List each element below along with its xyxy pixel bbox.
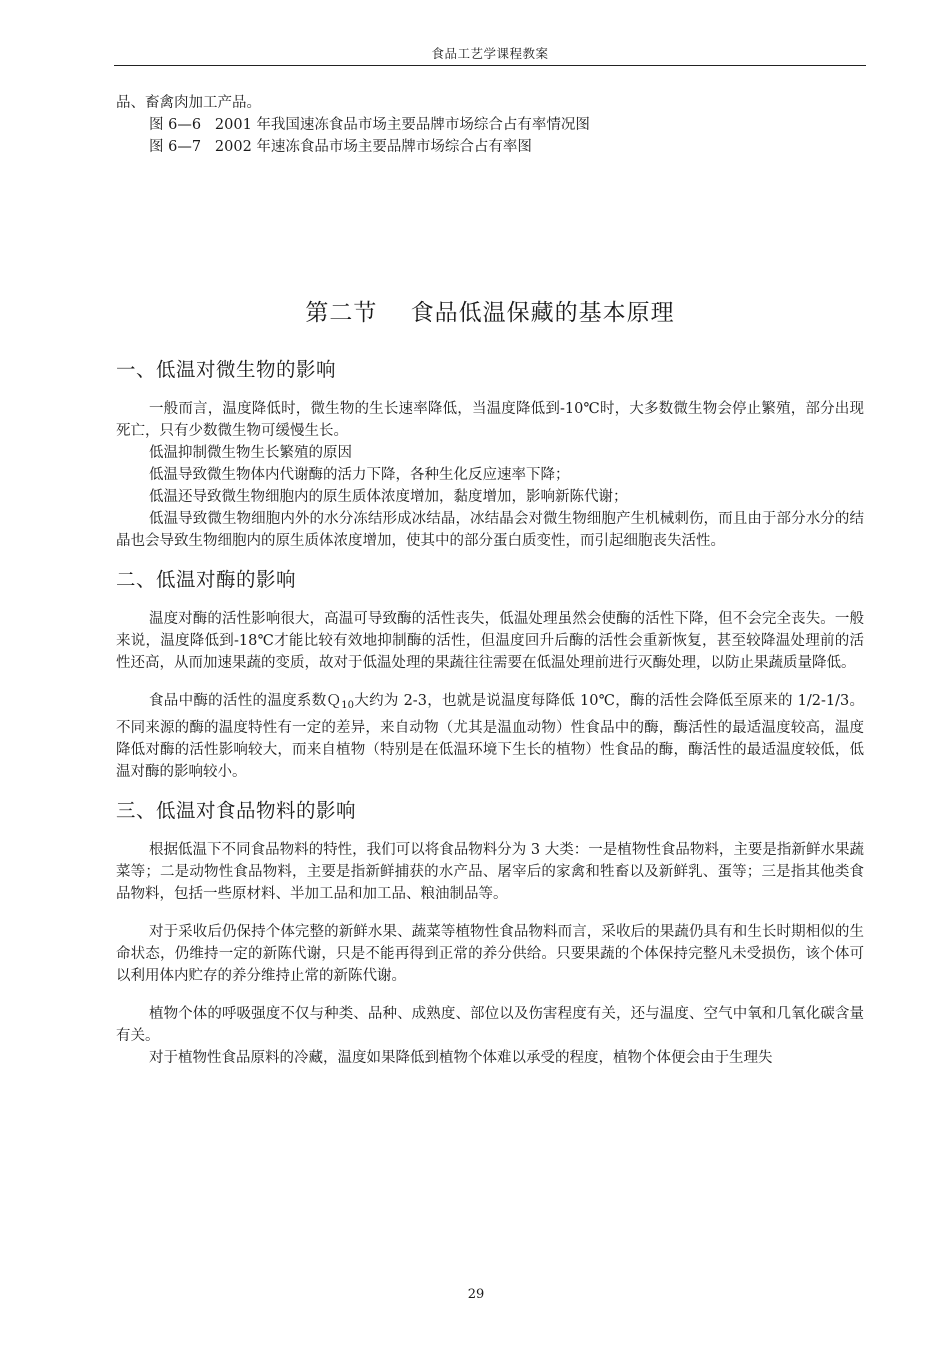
paragraph: 一般而言，温度降低时，微生物的生长速率降低，当温度降低到-10℃时，大多数微生物会停止繁殖，部分出现死亡，只有少数微生物可缓慢生长。 <box>116 401 864 439</box>
paragraph: 对于采收后仍保持个体完整的新鲜水果、蔬菜等植物性食品物料而言，采收后的果蔬仍具有和生长时期相似的生命状态，仍维持一定的新陈代谢，只是不能再得到正常的养分供给。只要果蔬的个体保持完整凡未受损伤，该个体可以利用体内贮存的养分维持止常的新陈代谢。 <box>116 924 864 984</box>
paragraph: 对于植物性食品原料的冷藏，温度如果降低到植物个体难以承受的程度，植物个体便会由于生理失 <box>149 1050 773 1066</box>
heading-food-materials: 三、低温对食品物料的影响 <box>116 799 357 822</box>
running-header: 食品工艺学课程教案 <box>431 46 549 61</box>
heading-microorganisms: 一、低温对微生物的影响 <box>116 358 337 381</box>
header-rule <box>114 65 866 66</box>
paragraph: 温度对酶的活性影响很大，高温可导致酶的活性丧失，低温处理虽然会使酶的活性下降，但不会完全丧失。一般来说，温度降低到-18℃才能比较有效地抑制酶的活性，但温度回升后酶的活性会重新恢复，甚至较降温处理前的活性还高，从而加速果蔬的变质，故对于低温处理的果蔬往往需要在低温处理前进行灭酶处理，以防止果蔬质量降低。 <box>116 611 864 671</box>
figure-reference-6-7: 图 6—7 2002 年速冻食品市场主要品牌市场综合占有率图 <box>149 139 532 155</box>
figure-reference-6-6: 图 6—6 2001 年我国速冻食品市场主要品牌市场综合占有率情况图 <box>149 117 590 133</box>
paragraph: 根据低温下不同食品物料的特性，我们可以将食品物料分为 3 大类：一是植物性食品物料，主要是指新鲜水果蔬菜等；二是动物性食品物料，主要是指新鲜捕获的水产品、屠宰后的家禽和牲畜以及新鲜乳、蛋等；三是指其他类食品物料，包括一些原材料、半加工品和加工品、粮油制品等。 <box>116 842 864 902</box>
q10-text-before: 食品中酶的活性的温度系数Ｑ <box>149 693 342 709</box>
q10-text-after: 大约为 2-3，也就是说温度每降低 10℃，酶的活性会降低至原来的 1/2-1/3。不同来源的酶的温度特性有一定的差异，来自动物（尤其是温血动物）性食品中的酶，酶活性的最适温度较高，温度降低对酶的活性影响较大，而来自植物（特别是在低温环境下生长的植物）性食品的酶，酶活性的最适温度较低，低温对酶的影响较小。 <box>116 693 865 780</box>
paragraph: 低温导致微生物细胞内外的水分冻结形成冰结晶，冰结晶会对微生物细胞产生机械刺伤，而且由于部分水分的结晶也会导致生物细胞内的原生质体浓度增加，使其中的部分蛋白质变性，而引起细胞丧失活性。 <box>116 511 864 549</box>
section-title: 第二节 食品低温保藏的基本原理 <box>305 300 675 326</box>
paragraph-q10 <box>116 690 864 783</box>
heading-enzymes: 二、低温对酶的影响 <box>116 568 297 591</box>
page-content <box>116 92 864 1069</box>
page-number: 29 <box>467 1287 485 1302</box>
q10-subscript: 10 <box>341 700 355 711</box>
paragraph: 低温还导致微生物细胞内的原生质体浓度增加，黏度增加，影响新陈代谢； <box>149 489 628 505</box>
intro-paragraph-tail: 品、畜禽肉加工产品。 <box>116 95 261 111</box>
paragraph: 低温抑制微生物生长繁殖的原因 <box>149 445 352 461</box>
paragraph: 植物个体的呼吸强度不仅与种类、品种、成熟度、部位以及伤害程度有关，还与温度、空气中氧和几氧化碳含量有关。 <box>116 1006 864 1044</box>
paragraph: 低温导致微生物体内代谢酶的活力下降，各种生化反应速率下降； <box>149 467 570 483</box>
